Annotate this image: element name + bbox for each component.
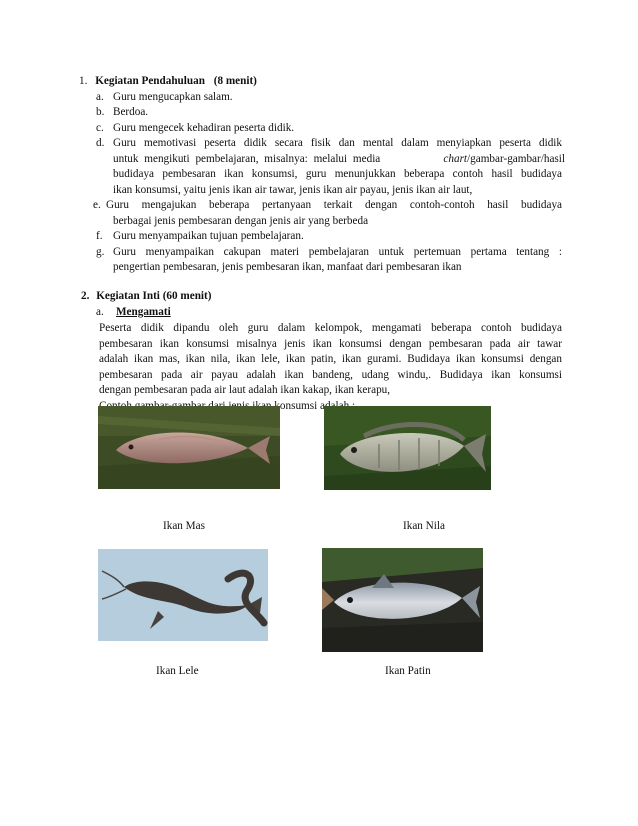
list-item-c-label: c. xyxy=(96,122,104,134)
ikan-lele-photo xyxy=(98,549,268,641)
list-item-d-label: d. xyxy=(96,137,105,149)
ikan-nila-photo xyxy=(324,406,491,490)
subsection-title: Mengamati xyxy=(116,306,171,318)
list-item-g-label: g. xyxy=(96,246,105,258)
list-item-e-line1: Guru mengajukan beberapa pertanyaan terkait dengan contoh-contoh hasil budidaya xyxy=(106,199,562,211)
list-item-g-line1: Guru menyampaikan cakupan materi pembelajaran untuk pertemuan pertama tentang : xyxy=(113,246,562,258)
list-item-d-chart-text xyxy=(443,152,565,166)
list-item-d-line4: ikan konsumsi, yaitu jenis ikan air tawar, jenis ikan air payau, jenis ikan air laut, xyxy=(113,184,473,196)
paragraph-line5: dengan pembesaran pada air laut adalah ikan kakap, ikan kerapu, xyxy=(99,384,391,396)
ikan-mas-photo xyxy=(98,406,280,489)
ikan-patin-caption: Ikan Patin xyxy=(385,665,431,677)
list-item-d-line2-text: untuk mengikuti pembelajaran, misalnya: melalui media xyxy=(113,153,381,165)
ikan-lele-caption: Ikan Lele xyxy=(156,665,199,677)
section1-heading xyxy=(79,74,257,88)
chart-rest: /gambar-gambar/hasil xyxy=(467,153,565,165)
list-item-d-line1: Guru memotivasi peserta didik secara fisik dan mental dalam menyiapkan peserta didik xyxy=(113,137,562,149)
list-item-a-text: Guru mengucapkan salam. xyxy=(113,91,233,103)
section2-number: 2. xyxy=(81,290,90,302)
paragraph-line3: adalah ikan mas, ikan nila, ikan lele, ikan patin, ikan gurami. Budidaya ikan konsumsi dengan xyxy=(99,353,562,365)
list-item-e-line2: berbagai jenis pembesaran dengan jenis air yang berbeda xyxy=(113,215,369,227)
ikan-mas-caption: Ikan Mas xyxy=(163,520,205,532)
paragraph-line4: pembesaran pada air payau adalah ikan bandeng, udang windu,. Budidaya ikan konsumsi xyxy=(99,369,562,381)
list-item-f-label: f. xyxy=(96,230,103,242)
list-item-b-text: Berdoa. xyxy=(113,106,149,118)
section2-title: Kegiatan Inti (60 menit) xyxy=(96,290,212,302)
list-item-a-label: a. xyxy=(96,91,104,103)
list-item-c-text: Guru mengecek kehadiran peserta didik. xyxy=(113,122,295,134)
chart-word: chart xyxy=(443,153,468,165)
list-item-g-line2: pengertian pembesaran, jenis pembesaran ikan, manfaat dari pembesaran ikan xyxy=(113,261,462,273)
ikan-patin-photo xyxy=(322,548,483,652)
section2-heading xyxy=(81,289,211,303)
paragraph-intro: konsumsi xyxy=(274,400,318,412)
section1-title: Kegiatan Pendahuluan xyxy=(95,75,205,87)
paragraph-line2: pembesaran ikan konsumsi misalnya jenis ikan konsumsi dengan pembesaran pada air tawar xyxy=(99,338,562,350)
list-item-d-line3: budidaya pembesaran ikan konsumsi, guru menunjukkan beberapa contoh hasil budidaya xyxy=(113,168,562,180)
subsection-label: a. xyxy=(96,306,104,318)
list-item-f-text: Guru menyampaikan tujuan pembelajaran. xyxy=(113,230,304,242)
paragraph-line1: Peserta didik dipandu oleh guru dalam kelompok, mengamati beberapa contoh budidaya xyxy=(99,322,562,334)
ikan-nila-caption: Ikan Nila xyxy=(403,520,445,532)
section1-number: 1. xyxy=(79,75,88,87)
list-item-b-label: b. xyxy=(96,106,105,118)
section1-duration: (8 menit) xyxy=(213,75,257,87)
list-item-e-label: e. xyxy=(93,199,101,211)
list-item-d-line2 xyxy=(113,152,565,166)
